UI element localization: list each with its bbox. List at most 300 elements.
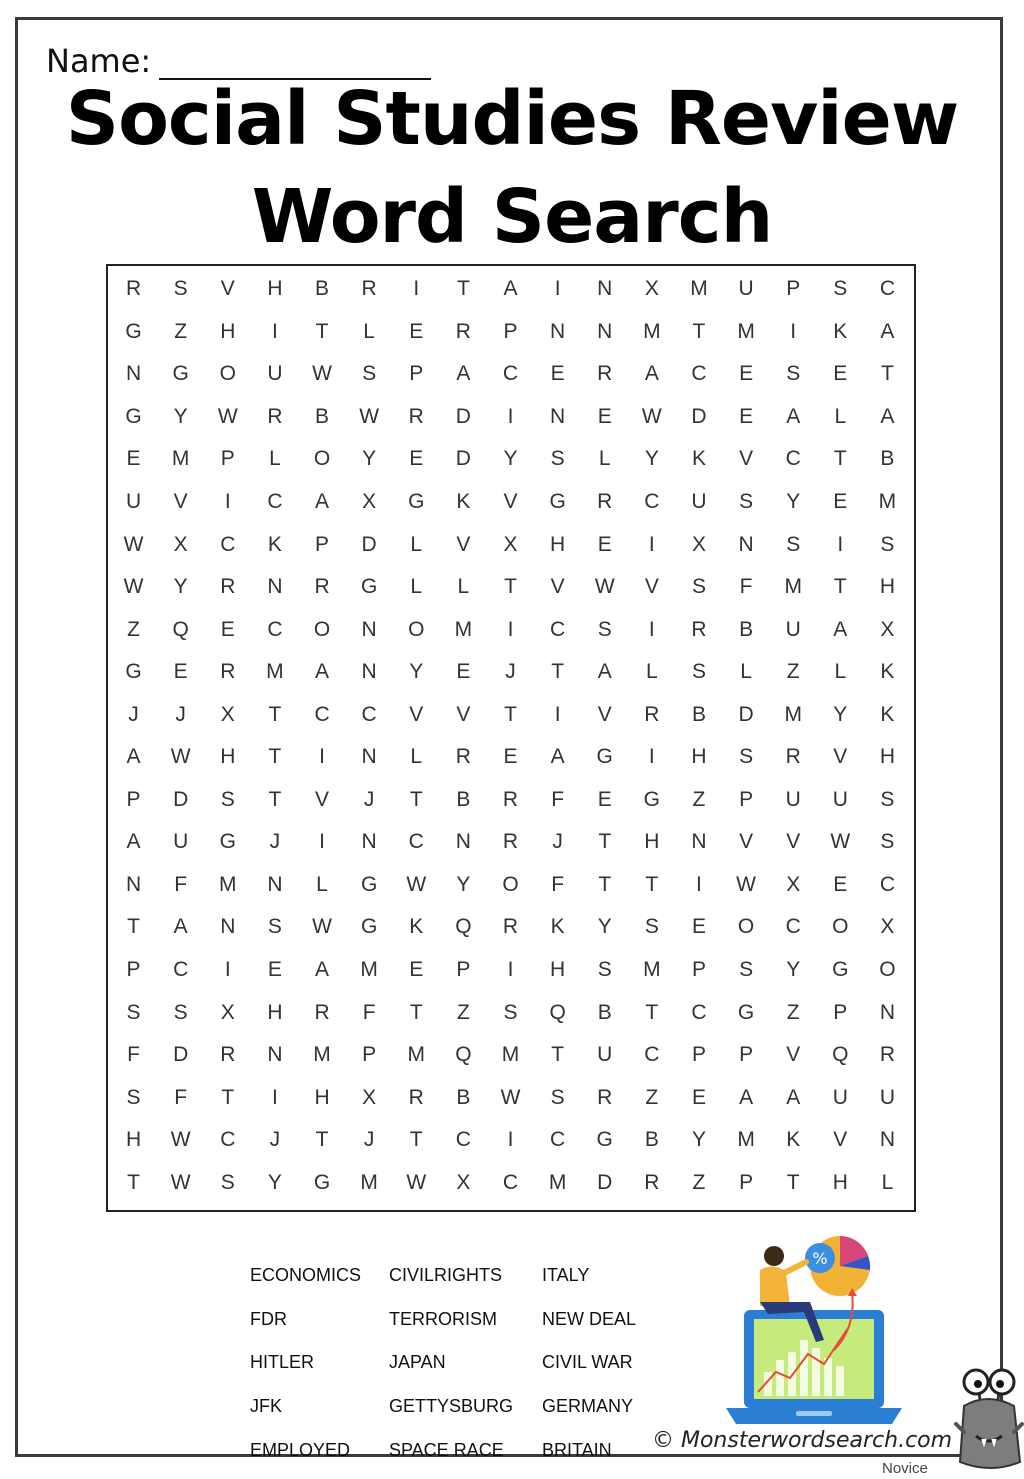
grid-letter[interactable]: E bbox=[456, 660, 471, 684]
grid-letter[interactable]: N bbox=[361, 617, 377, 641]
grid-letter[interactable]: Y bbox=[409, 660, 424, 684]
grid-letter[interactable]: M bbox=[784, 575, 802, 599]
grid-letter[interactable]: A bbox=[880, 404, 895, 428]
grid-letter[interactable]: T bbox=[127, 915, 140, 939]
grid-letter[interactable]: X bbox=[456, 1170, 471, 1194]
grid-letter[interactable]: R bbox=[644, 702, 660, 726]
grid-letter[interactable]: Y bbox=[267, 1170, 282, 1194]
grid-letter[interactable]: E bbox=[597, 787, 612, 811]
grid-letter[interactable]: V bbox=[833, 745, 848, 769]
grid-letter[interactable]: H bbox=[267, 1000, 283, 1024]
grid-letter[interactable]: K bbox=[409, 915, 424, 939]
grid-letter[interactable]: Y bbox=[173, 404, 188, 428]
grid-letter[interactable]: T bbox=[692, 319, 706, 343]
grid-letter[interactable]: R bbox=[785, 745, 801, 769]
grid-letter[interactable]: C bbox=[785, 915, 801, 939]
grid-letter[interactable]: D bbox=[173, 1043, 189, 1067]
grid-letter[interactable]: C bbox=[879, 872, 896, 896]
grid-letter[interactable]: V bbox=[644, 575, 659, 599]
grid-letter[interactable]: T bbox=[598, 830, 612, 854]
grid-letter[interactable]: I bbox=[507, 1128, 514, 1152]
grid-letter[interactable]: S bbox=[220, 787, 235, 811]
grid-letter[interactable]: N bbox=[125, 362, 142, 386]
grid-letter[interactable]: J bbox=[269, 830, 281, 854]
grid-letter[interactable]: C bbox=[173, 957, 189, 981]
grid-letter[interactable]: K bbox=[691, 447, 706, 471]
grid-letter[interactable]: I bbox=[507, 957, 514, 981]
grid-letter[interactable]: A bbox=[786, 1085, 801, 1109]
grid-letter[interactable]: D bbox=[738, 702, 754, 726]
grid-letter[interactable]: S bbox=[739, 489, 754, 513]
grid-letter[interactable]: F bbox=[174, 1085, 188, 1109]
grid-letter[interactable]: I bbox=[507, 404, 514, 428]
grid-letter[interactable]: V bbox=[739, 447, 754, 471]
grid-letter[interactable]: J bbox=[128, 702, 139, 726]
grid-letter[interactable]: A bbox=[644, 362, 659, 386]
grid-letter[interactable]: M bbox=[360, 1170, 378, 1194]
grid-letter[interactable]: M bbox=[548, 1170, 567, 1194]
grid-letter[interactable]: C bbox=[220, 532, 236, 556]
grid-letter[interactable]: S bbox=[362, 362, 377, 386]
grid-letter[interactable]: X bbox=[220, 702, 235, 726]
grid-letter[interactable]: M bbox=[360, 957, 378, 981]
grid-letter[interactable]: S bbox=[691, 660, 706, 684]
grid-letter[interactable]: W bbox=[500, 1085, 521, 1109]
grid-letter[interactable]: N bbox=[361, 830, 377, 854]
grid-letter[interactable]: B bbox=[315, 277, 330, 301]
grid-letter[interactable]: M bbox=[737, 1128, 755, 1152]
grid-letter[interactable]: E bbox=[409, 957, 424, 981]
grid-letter[interactable]: R bbox=[408, 404, 424, 428]
grid-letter[interactable]: J bbox=[552, 830, 563, 854]
grid-letter[interactable]: T bbox=[409, 1000, 423, 1024]
grid-letter[interactable]: U bbox=[785, 787, 801, 811]
grid-letter[interactable]: V bbox=[315, 787, 330, 811]
grid-letter[interactable]: K bbox=[880, 702, 895, 726]
grid-letter[interactable]: T bbox=[504, 702, 517, 726]
grid-letter[interactable]: G bbox=[360, 872, 378, 896]
grid-letter[interactable]: I bbox=[271, 1085, 278, 1109]
grid-letter[interactable]: X bbox=[362, 489, 377, 513]
grid-letter[interactable]: U bbox=[125, 489, 142, 513]
grid-letter[interactable]: T bbox=[551, 660, 565, 684]
grid-letter[interactable]: S bbox=[503, 1000, 518, 1024]
grid-letter[interactable]: P bbox=[126, 787, 141, 811]
grid-letter[interactable]: N bbox=[220, 915, 236, 939]
grid-letter[interactable]: M bbox=[266, 660, 284, 684]
grid-letter[interactable]: U bbox=[832, 1085, 848, 1109]
grid-letter[interactable]: W bbox=[406, 872, 427, 896]
grid-letter[interactable]: Z bbox=[456, 1000, 470, 1024]
grid-letter[interactable]: T bbox=[881, 362, 894, 386]
grid-letter[interactable]: C bbox=[408, 830, 424, 854]
grid-letter[interactable]: P bbox=[833, 1000, 848, 1024]
grid-letter[interactable]: A bbox=[503, 277, 518, 301]
grid-letter[interactable]: I bbox=[696, 872, 702, 896]
grid-letter[interactable]: G bbox=[125, 404, 142, 428]
grid-letter[interactable]: Y bbox=[173, 575, 188, 599]
grid-letter[interactable]: H bbox=[314, 1085, 330, 1109]
grid-letter[interactable]: E bbox=[267, 957, 282, 981]
grid-letter[interactable]: N bbox=[879, 1128, 896, 1152]
grid-letter[interactable]: M bbox=[878, 489, 897, 513]
grid-letter[interactable]: S bbox=[126, 1000, 141, 1024]
grid-letter[interactable]: F bbox=[174, 872, 188, 896]
grid-letter[interactable]: T bbox=[456, 277, 470, 301]
grid-letter[interactable]: F bbox=[127, 1043, 140, 1067]
grid-letter[interactable]: A bbox=[126, 745, 141, 769]
grid-letter[interactable]: W bbox=[123, 575, 144, 599]
grid-letter[interactable]: R bbox=[314, 575, 330, 599]
grid-letter[interactable]: T bbox=[645, 872, 659, 896]
grid-letter[interactable]: G bbox=[643, 787, 661, 811]
grid-letter[interactable]: G bbox=[549, 489, 566, 513]
grid-letter[interactable]: N bbox=[597, 277, 613, 301]
grid-letter[interactable]: R bbox=[597, 489, 613, 513]
grid-letter[interactable]: J bbox=[363, 1128, 375, 1152]
grid-letter[interactable]: G bbox=[125, 660, 142, 684]
grid-letter[interactable]: B bbox=[597, 1000, 612, 1024]
grid-letter[interactable]: S bbox=[597, 617, 612, 641]
grid-letter[interactable]: E bbox=[691, 915, 706, 939]
grid-letter[interactable]: T bbox=[268, 745, 282, 769]
grid-letter[interactable]: N bbox=[738, 532, 754, 556]
grid-letter[interactable]: R bbox=[502, 830, 519, 854]
grid-letter[interactable]: U bbox=[832, 787, 848, 811]
grid-letter[interactable]: C bbox=[314, 702, 330, 726]
grid-letter[interactable]: P bbox=[126, 957, 141, 981]
grid-letter[interactable]: H bbox=[550, 957, 566, 981]
grid-letter[interactable]: M bbox=[454, 617, 473, 641]
grid-letter[interactable]: A bbox=[786, 404, 801, 428]
grid-letter[interactable]: Z bbox=[174, 319, 188, 343]
grid-letter[interactable]: N bbox=[597, 319, 613, 343]
grid-letter[interactable]: P bbox=[786, 277, 801, 301]
grid-letter[interactable]: P bbox=[739, 787, 754, 811]
grid-letter[interactable]: R bbox=[361, 277, 377, 301]
grid-letter[interactable]: T bbox=[315, 319, 329, 343]
grid-letter[interactable]: C bbox=[644, 489, 660, 513]
grid-letter[interactable]: N bbox=[267, 1043, 283, 1067]
grid-letter[interactable]: U bbox=[267, 362, 283, 386]
grid-letter[interactable]: S bbox=[220, 1170, 235, 1194]
grid-letter[interactable]: I bbox=[413, 277, 420, 301]
grid-letter[interactable]: V bbox=[220, 277, 235, 301]
grid-letter[interactable]: G bbox=[737, 1000, 755, 1024]
grid-letter[interactable]: G bbox=[596, 1128, 613, 1152]
grid-letter[interactable]: X bbox=[880, 915, 895, 939]
grid-letter[interactable]: I bbox=[319, 745, 325, 769]
grid-letter[interactable]: I bbox=[224, 957, 231, 981]
grid-letter[interactable]: R bbox=[220, 660, 236, 684]
grid-letter[interactable]: E bbox=[597, 532, 612, 556]
grid-letter[interactable]: N bbox=[361, 660, 377, 684]
grid-letter[interactable]: G bbox=[219, 830, 236, 854]
grid-letter[interactable]: B bbox=[644, 1128, 659, 1152]
grid-letter[interactable]: B bbox=[880, 447, 895, 471]
grid-letter[interactable]: A bbox=[315, 489, 330, 513]
grid-letter[interactable]: D bbox=[455, 447, 471, 471]
grid-letter[interactable]: Y bbox=[456, 872, 471, 896]
grid-letter[interactable]: O bbox=[832, 915, 849, 939]
grid-letter[interactable]: K bbox=[833, 319, 848, 343]
grid-letter[interactable]: V bbox=[456, 532, 471, 556]
grid-letter[interactable]: B bbox=[315, 404, 330, 428]
grid-letter[interactable]: A bbox=[315, 957, 330, 981]
grid-letter[interactable]: R bbox=[502, 915, 519, 939]
grid-letter[interactable]: I bbox=[271, 319, 278, 343]
grid-letter[interactable]: L bbox=[834, 404, 847, 428]
grid-letter[interactable]: L bbox=[881, 1170, 894, 1194]
grid-letter[interactable]: N bbox=[455, 830, 471, 854]
grid-letter[interactable]: V bbox=[786, 830, 801, 854]
grid-letter[interactable]: T bbox=[645, 1000, 659, 1024]
grid-letter[interactable]: T bbox=[127, 1170, 140, 1194]
grid-letter[interactable]: L bbox=[457, 575, 470, 599]
grid-letter[interactable]: J bbox=[505, 660, 516, 684]
grid-letter[interactable]: N bbox=[550, 319, 566, 343]
grid-letter[interactable]: D bbox=[455, 404, 471, 428]
grid-letter[interactable]: H bbox=[879, 575, 896, 599]
grid-letter[interactable]: C bbox=[691, 1000, 707, 1024]
grid-letter[interactable]: F bbox=[739, 575, 753, 599]
grid-letter[interactable]: C bbox=[691, 362, 707, 386]
grid-letter[interactable]: A bbox=[597, 660, 612, 684]
grid-letter[interactable]: L bbox=[834, 660, 847, 684]
grid-letter[interactable]: C bbox=[361, 702, 377, 726]
grid-letter[interactable]: Z bbox=[786, 1000, 800, 1024]
grid-letter[interactable]: L bbox=[363, 319, 375, 343]
grid-letter[interactable]: P bbox=[691, 957, 706, 981]
grid-letter[interactable]: Y bbox=[691, 1128, 706, 1152]
grid-letter[interactable]: Y bbox=[786, 489, 801, 513]
grid-letter[interactable]: O bbox=[408, 617, 425, 641]
grid-letter[interactable]: H bbox=[220, 319, 236, 343]
grid-letter[interactable]: R bbox=[455, 745, 471, 769]
grid-letter[interactable]: E bbox=[409, 319, 424, 343]
grid-letter[interactable]: S bbox=[880, 532, 895, 556]
grid-letter[interactable]: T bbox=[268, 702, 282, 726]
grid-letter[interactable]: S bbox=[644, 915, 659, 939]
grid-letter[interactable]: S bbox=[597, 957, 612, 981]
grid-letter[interactable]: B bbox=[691, 702, 706, 726]
grid-letter[interactable]: V bbox=[833, 1128, 848, 1152]
grid-letter[interactable]: Y bbox=[833, 702, 848, 726]
grid-letter[interactable]: T bbox=[786, 1170, 800, 1194]
grid-letter[interactable]: E bbox=[220, 617, 235, 641]
grid-letter[interactable]: E bbox=[833, 489, 848, 513]
grid-letter[interactable]: G bbox=[408, 489, 425, 513]
grid-letter[interactable]: V bbox=[503, 489, 518, 513]
grid-letter[interactable]: Z bbox=[786, 660, 800, 684]
grid-letter[interactable]: A bbox=[833, 617, 848, 641]
grid-letter[interactable]: K bbox=[267, 532, 282, 556]
grid-letter[interactable]: T bbox=[268, 787, 282, 811]
grid-letter[interactable]: W bbox=[736, 872, 756, 896]
grid-letter[interactable]: X bbox=[880, 617, 895, 641]
grid-letter[interactable]: N bbox=[879, 1000, 896, 1024]
grid-letter[interactable]: K bbox=[456, 489, 471, 513]
grid-letter[interactable]: Z bbox=[127, 617, 140, 641]
grid-letter[interactable]: A bbox=[550, 745, 565, 769]
grid-letter[interactable]: P bbox=[409, 362, 424, 386]
grid-letter[interactable]: A bbox=[315, 660, 330, 684]
grid-letter[interactable]: P bbox=[456, 957, 471, 981]
grid-letter[interactable]: X bbox=[691, 532, 706, 556]
grid-letter[interactable]: T bbox=[409, 1128, 423, 1152]
grid-letter[interactable]: E bbox=[739, 362, 754, 386]
grid-letter[interactable]: X bbox=[362, 1085, 377, 1109]
grid-letter[interactable]: S bbox=[550, 447, 565, 471]
grid-letter[interactable]: L bbox=[740, 660, 752, 684]
grid-letter[interactable]: I bbox=[319, 830, 325, 854]
grid-letter[interactable]: R bbox=[267, 404, 283, 428]
grid-letter[interactable]: O bbox=[313, 447, 331, 471]
grid-letter[interactable]: N bbox=[361, 745, 377, 769]
grid-letter[interactable]: S bbox=[880, 787, 895, 811]
grid-letter[interactable]: U bbox=[785, 617, 801, 641]
grid-letter[interactable]: Q bbox=[549, 1000, 566, 1024]
grid-letter[interactable]: V bbox=[456, 702, 471, 726]
grid-letter[interactable]: I bbox=[554, 702, 561, 726]
grid-letter[interactable]: C bbox=[502, 1170, 519, 1194]
grid-letter[interactable]: V bbox=[550, 575, 565, 599]
grid-letter[interactable]: C bbox=[550, 1128, 566, 1152]
grid-letter[interactable]: N bbox=[691, 830, 707, 854]
grid-letter[interactable]: I bbox=[507, 617, 514, 641]
grid-letter[interactable]: W bbox=[641, 404, 662, 428]
grid-letter[interactable]: C bbox=[267, 617, 283, 641]
grid-letter[interactable]: G bbox=[313, 1170, 331, 1194]
grid-letter[interactable]: E bbox=[173, 660, 188, 684]
grid-letter[interactable]: V bbox=[597, 702, 612, 726]
grid-letter[interactable]: R bbox=[220, 575, 236, 599]
grid-letter[interactable]: J bbox=[175, 702, 186, 726]
grid-letter[interactable]: A bbox=[880, 319, 895, 343]
grid-letter[interactable]: B bbox=[739, 617, 754, 641]
grid-letter[interactable]: S bbox=[786, 532, 801, 556]
grid-letter[interactable]: P bbox=[739, 1170, 754, 1194]
grid-letter[interactable]: A bbox=[173, 915, 188, 939]
grid-letter[interactable]: S bbox=[691, 575, 706, 599]
grid-letter[interactable]: J bbox=[269, 1128, 281, 1152]
grid-letter[interactable]: M bbox=[690, 277, 708, 301]
grid-letter[interactable]: A bbox=[739, 1085, 754, 1109]
grid-letter[interactable]: I bbox=[554, 277, 561, 301]
grid-letter[interactable]: K bbox=[786, 1128, 801, 1152]
grid-letter[interactable]: H bbox=[644, 830, 660, 854]
grid-letter[interactable]: I bbox=[648, 745, 655, 769]
grid-letter[interactable]: L bbox=[269, 447, 281, 471]
grid-letter[interactable]: G bbox=[172, 362, 189, 386]
grid-letter[interactable]: V bbox=[409, 702, 424, 726]
grid-letter[interactable]: G bbox=[360, 915, 378, 939]
grid-letter[interactable]: T bbox=[315, 1128, 329, 1152]
grid-letter[interactable]: I bbox=[790, 319, 797, 343]
grid-letter[interactable]: H bbox=[125, 1128, 142, 1152]
grid-letter[interactable]: G bbox=[596, 745, 613, 769]
grid-letter[interactable]: N bbox=[550, 404, 566, 428]
grid-letter[interactable]: O bbox=[502, 872, 519, 896]
grid-letter[interactable]: H bbox=[691, 745, 707, 769]
grid-letter[interactable]: L bbox=[598, 447, 611, 471]
grid-letter[interactable]: P bbox=[739, 1043, 754, 1067]
grid-letter[interactable]: O bbox=[879, 957, 896, 981]
grid-letter[interactable]: M bbox=[643, 957, 661, 981]
grid-letter[interactable]: D bbox=[691, 404, 707, 428]
grid-letter[interactable]: E bbox=[503, 745, 518, 769]
grid-letter[interactable]: W bbox=[594, 575, 615, 599]
grid-letter[interactable]: M bbox=[219, 872, 237, 896]
grid-letter[interactable]: U bbox=[738, 277, 754, 301]
grid-letter[interactable]: G bbox=[832, 957, 849, 981]
grid-letter[interactable]: T bbox=[833, 575, 847, 599]
grid-letter[interactable]: M bbox=[313, 1043, 331, 1067]
grid-letter[interactable]: V bbox=[739, 830, 754, 854]
grid-letter[interactable]: S bbox=[173, 1000, 188, 1024]
grid-letter[interactable]: Z bbox=[692, 1170, 706, 1194]
grid-letter[interactable]: C bbox=[644, 1043, 660, 1067]
grid-letter[interactable]: C bbox=[455, 1128, 471, 1152]
grid-letter[interactable]: C bbox=[785, 447, 801, 471]
grid-letter[interactable]: D bbox=[173, 787, 189, 811]
grid-letter[interactable]: Q bbox=[832, 1043, 849, 1067]
grid-letter[interactable]: N bbox=[125, 872, 142, 896]
grid-letter[interactable]: X bbox=[503, 532, 518, 556]
grid-letter[interactable]: H bbox=[879, 745, 896, 769]
grid-letter[interactable]: S bbox=[173, 277, 188, 301]
grid-letter[interactable]: P bbox=[691, 1043, 706, 1067]
grid-letter[interactable]: J bbox=[363, 787, 375, 811]
grid-letter[interactable]: P bbox=[362, 1043, 377, 1067]
grid-letter[interactable]: O bbox=[737, 915, 755, 939]
grid-letter[interactable]: C bbox=[879, 277, 896, 301]
grid-letter[interactable]: A bbox=[456, 362, 471, 386]
grid-letter[interactable]: T bbox=[409, 787, 423, 811]
grid-letter[interactable]: W bbox=[170, 745, 191, 769]
grid-letter[interactable]: E bbox=[691, 1085, 706, 1109]
grid-letter[interactable]: L bbox=[410, 532, 423, 556]
grid-letter[interactable]: G bbox=[360, 575, 378, 599]
grid-letter[interactable]: F bbox=[362, 1000, 376, 1024]
grid-letter[interactable]: S bbox=[550, 1085, 565, 1109]
grid-letter[interactable]: W bbox=[406, 1170, 427, 1194]
grid-letter[interactable]: W bbox=[312, 362, 332, 386]
grid-letter[interactable]: E bbox=[597, 404, 612, 428]
grid-letter[interactable]: W bbox=[830, 830, 851, 854]
grid-letter[interactable]: R bbox=[220, 1043, 236, 1067]
grid-letter[interactable]: S bbox=[833, 277, 848, 301]
grid-letter[interactable]: V bbox=[786, 1043, 801, 1067]
grid-letter[interactable]: S bbox=[739, 745, 754, 769]
grid-letter[interactable]: F bbox=[551, 872, 565, 896]
grid-letter[interactable]: M bbox=[171, 447, 190, 471]
grid-letter[interactable]: E bbox=[550, 362, 565, 386]
grid-letter[interactable]: W bbox=[312, 915, 332, 939]
grid-letter[interactable]: Y bbox=[362, 447, 377, 471]
grid-letter[interactable]: L bbox=[316, 872, 328, 896]
grid-letter[interactable]: O bbox=[313, 617, 331, 641]
grid-letter[interactable]: I bbox=[224, 489, 231, 513]
grid-letter[interactable]: H bbox=[550, 532, 566, 556]
grid-letter[interactable]: T bbox=[551, 1043, 565, 1067]
grid-letter[interactable]: M bbox=[737, 319, 755, 343]
grid-letter[interactable]: C bbox=[267, 489, 283, 513]
grid-letter[interactable]: R bbox=[691, 617, 707, 641]
grid-letter[interactable]: P bbox=[315, 532, 330, 556]
grid-letter[interactable]: H bbox=[220, 745, 236, 769]
grid-letter[interactable]: P bbox=[220, 447, 235, 471]
